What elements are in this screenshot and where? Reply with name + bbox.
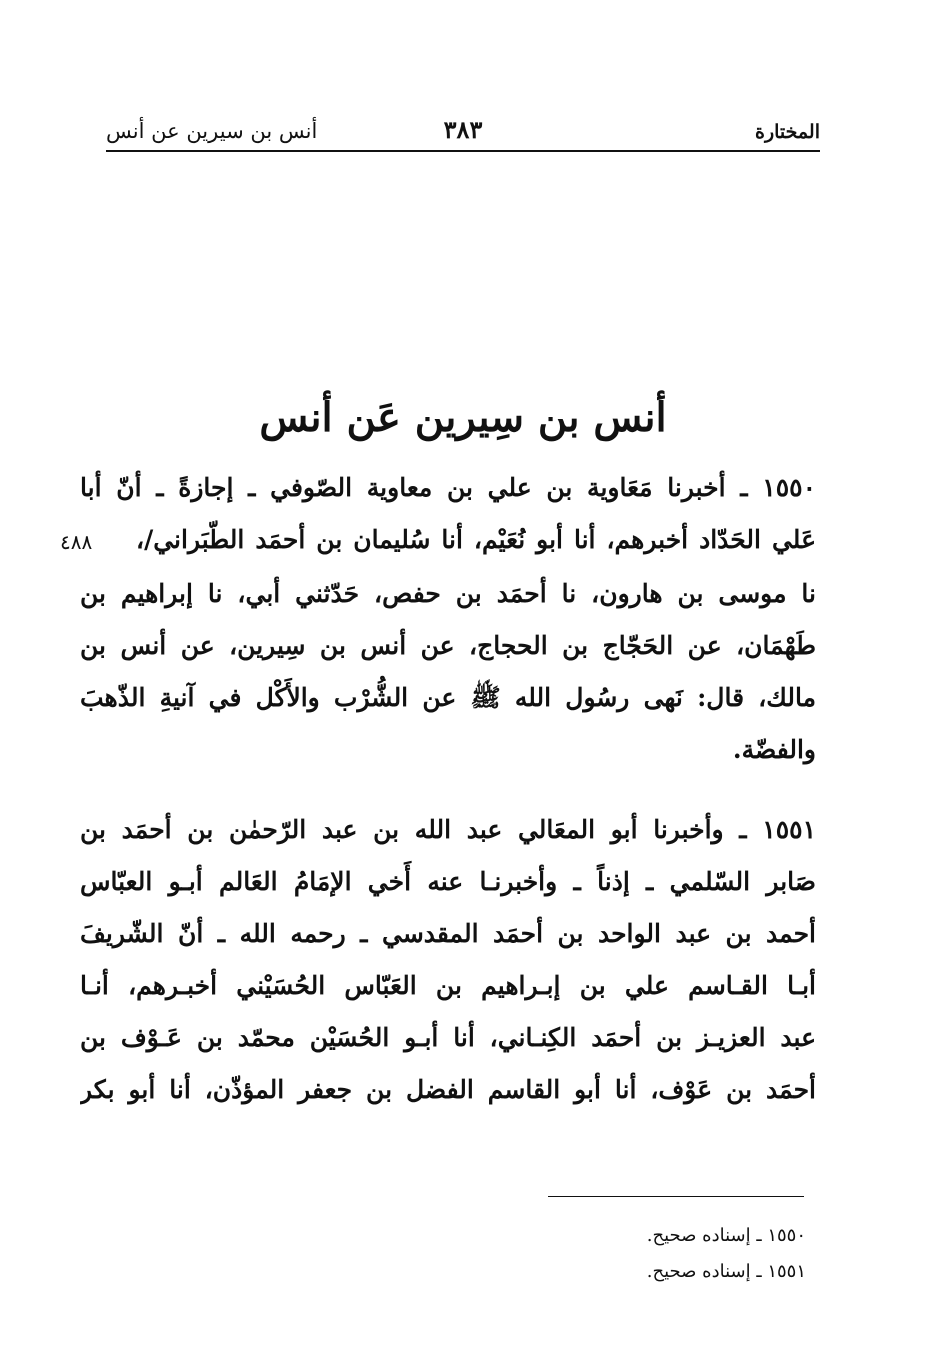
hadith-1550-line-4: طَهْمَان، عن الحَجّاج بن الحجاج، عن أنس بن سِيرين، عن أنس بن [80,631,816,660]
book-title: المختارة [755,121,820,143]
hadith-1550-continued [80,568,816,776]
header-rule [106,150,820,152]
hadith-1550-line-3: نا موسى بن هارون، نا أحمَد بن حفص، حَدّثني أبي، نا إبراهيم بن [80,579,816,608]
footnote-1550: ١٥٥٠ ـ إسناده صحيح. [646,1225,806,1246]
chapter-title: أنس بن سيرين عن أنس [106,119,318,143]
hadith-1551-line-1: ١٥٥١ ـ وأخبرنا أبو المعَالي عبد الله بن عبد الرّحمٰن بن أحمَد بن [80,815,816,844]
footnotes [500,1218,806,1290]
hadith-1550-line-1: ١٥٥٠ ـ أخبرنا مَعَاوية بن علي بن معاوية الصّوفي ـ إجازةً ـ أنّ أبا [80,473,816,502]
hadith-1551-line-3: أحمد بن عبد الواحد بن أحمَد المقدسي ـ رحمه الله ـ أنّ الشّريفَ [80,919,816,948]
section-title: أنس بن سِيرين عَن أنس [259,394,667,441]
hadith-1550-line-5: مالك، قال: نَهى رسُول الله ﷺ عن الشُّرْب والأَكْل في آنيةِ الذّهبَ [80,683,816,712]
page-number: ٣٨٣ [443,115,483,144]
hadith-1551-line-4: أبـا القـاسم علي بن إبـراهيم بن العَبّاس الحُسَيْني أخبـرهم، أنـا [80,971,816,1000]
hadith-1551-line-2: صَابر السّلمي ـ إذناً ـ وأخبرنـا عنه أَخي الإمَامُ العَالم أبـو العبّاس [80,867,816,896]
hadith-1551-line-5: عبد العزيـز بن أحمَد الكِنـاني، أنا أبـو الحُسَيْن محمّد بن عَـوْف بن [80,1023,816,1052]
running-header [106,112,820,152]
footnote-rule [548,1196,804,1197]
footnote-1551: ١٥٥١ ـ إسناده صحيح. [646,1261,806,1282]
hadith-1551-line-6: أحمَد بن عَوْف، أنا أبو القاسم الفضل بن جعفر المؤذّن، أنا أبو بكر [80,1075,816,1104]
hadith-1550 [80,462,816,566]
hadith-1550-line-2-text: عَلي الحَدّاد أخبرهم، أنا أبو نُعَيْم، أنا سُليمان بن أحمَد الطّبَراني/، [136,525,816,554]
hadith-1550-line-2 [136,514,816,566]
hadith-1551 [80,804,816,1116]
margin-volume-page-note: ٤٨٨ [60,530,93,554]
hadith-1550-line-6: والفضّة. [732,735,816,764]
